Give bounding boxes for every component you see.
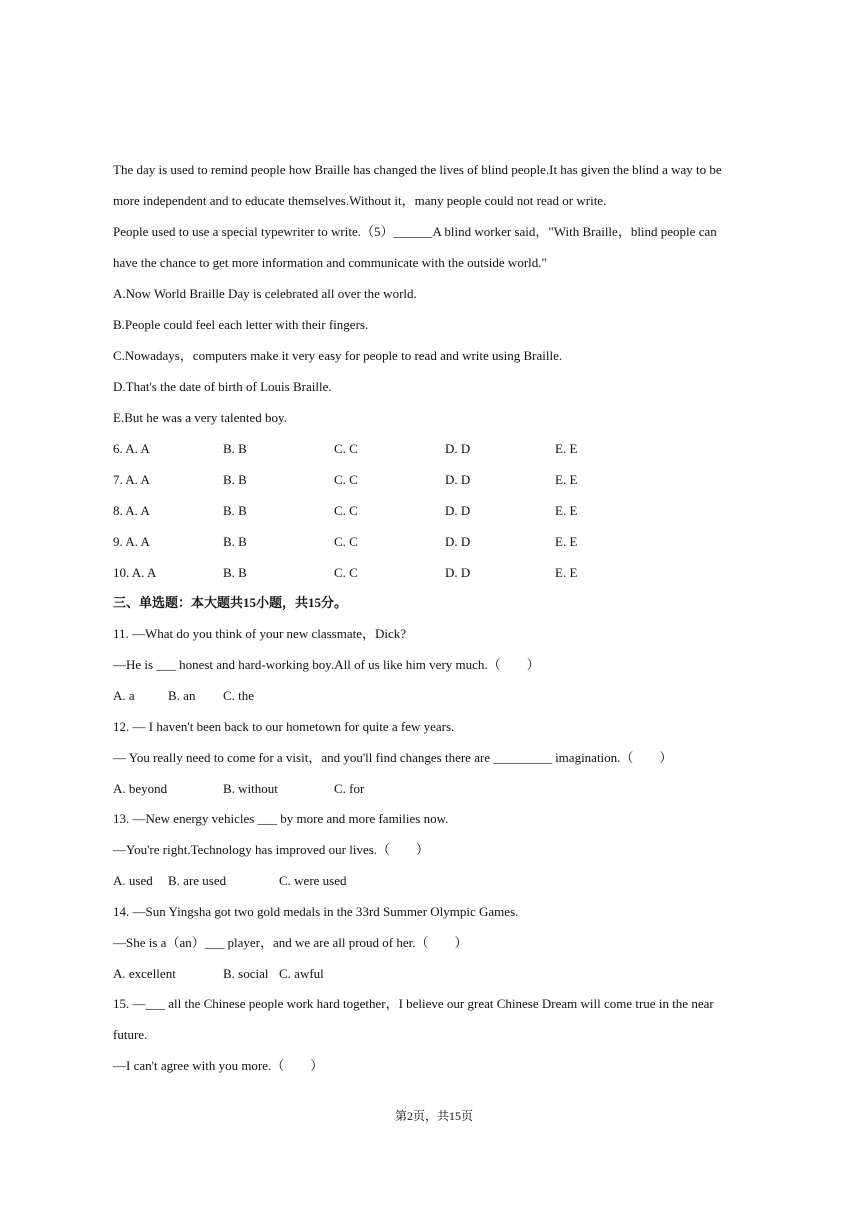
question-11: 11. —What do you think of your new classmate，Dick?: [113, 626, 407, 641]
passage-line: The day is used to remind people how Braille has changed the lives of blind people.It has given the blind a way to be: [113, 162, 722, 177]
answer-option: B. B: [223, 534, 247, 549]
option: C. the: [223, 688, 255, 703]
passage-line: more independent and to educate themselves.Without it，many people could not read or write.: [113, 193, 607, 208]
answer-option: B. B: [223, 441, 247, 456]
question-text: —I can't agree with you more.（ ）: [113, 1058, 324, 1073]
answer-option: 6. A. A: [113, 441, 150, 456]
option: B. an: [168, 688, 196, 703]
answer-option: B. B: [223, 565, 247, 580]
choice-c: C.Nowadays，computers make it very easy for people to read and write using Braille.: [113, 348, 563, 363]
question-text: — You really need to come for a visit，and you'll find changes there are _________ imagination.（ ）: [113, 750, 673, 765]
option: B. without: [223, 781, 278, 796]
answer-option: D. D: [445, 565, 471, 580]
answer-option: B. B: [223, 503, 247, 518]
answer-option: 8. A. A: [113, 503, 150, 518]
passage-line: People used to use a special typewriter to write.（5）______A blind worker said，"With Braille，blind people can: [113, 224, 717, 239]
answer-option: D. D: [445, 503, 471, 518]
answer-option: 7. A. A: [113, 472, 150, 487]
option: B. are used: [168, 873, 227, 888]
answer-option: D. D: [445, 472, 471, 487]
page-footer: 第2页，共15页: [394, 1109, 473, 1123]
choice-e: E.But he was a very talented boy.: [113, 410, 287, 425]
passage-line: have the chance to get more information and communicate with the outside world.": [113, 255, 547, 270]
option: A. beyond: [113, 781, 168, 796]
answer-option: E. E: [555, 503, 578, 518]
question-text: —He is ___ honest and hard-working boy.All of us like him very much.（ ）: [113, 657, 540, 672]
answer-option: E. E: [555, 565, 578, 580]
option: C. for: [334, 781, 365, 796]
answer-option: B. B: [223, 472, 247, 487]
answer-option: E. E: [555, 472, 578, 487]
answer-option: 10. A. A: [113, 565, 157, 580]
option: A. excellent: [113, 966, 176, 981]
choice-b: B.People could feel each letter with their fingers.: [113, 317, 369, 332]
answer-option: C. C: [334, 565, 358, 580]
question-text: —She is a（an）___ player，and we are all proud of her.（ ）: [113, 935, 468, 950]
option: B. social: [223, 966, 269, 981]
answer-option: E. E: [555, 441, 578, 456]
answer-option: 9. A. A: [113, 534, 150, 549]
answer-option: C. C: [334, 441, 358, 456]
question-text: —You're right.Technology has improved our lives.（ ）: [113, 842, 430, 857]
choice-a: A.Now World Braille Day is celebrated all over the world.: [113, 286, 417, 301]
question-12: 12. — I haven't been back to our hometown for quite a few years.: [113, 719, 455, 734]
option: A. used: [113, 873, 153, 888]
option: A. a: [113, 688, 135, 703]
answer-option: E. E: [555, 534, 578, 549]
question-14: 14. —Sun Yingsha got two gold medals in the 33rd Summer Olympic Games.: [113, 904, 519, 919]
answer-option: D. D: [445, 441, 471, 456]
answer-option: D. D: [445, 534, 471, 549]
answer-option: C. C: [334, 472, 358, 487]
option: C. awful: [279, 966, 324, 981]
option: C. were used: [279, 873, 347, 888]
choice-d: D.That's the date of birth of Louis Braille.: [113, 379, 332, 394]
answer-option: C. C: [334, 534, 358, 549]
question-13: 13. —New energy vehicles ___ by more and more families now.: [113, 811, 449, 826]
question-text: future.: [113, 1027, 148, 1042]
answer-option: C. C: [334, 503, 358, 518]
section-heading: 三、单选题：本大题共15小题，共15分。: [113, 595, 348, 610]
question-15: 15. —___ all the Chinese people work hard together，I believe our great Chinese Dream will come true in the near: [113, 996, 714, 1011]
